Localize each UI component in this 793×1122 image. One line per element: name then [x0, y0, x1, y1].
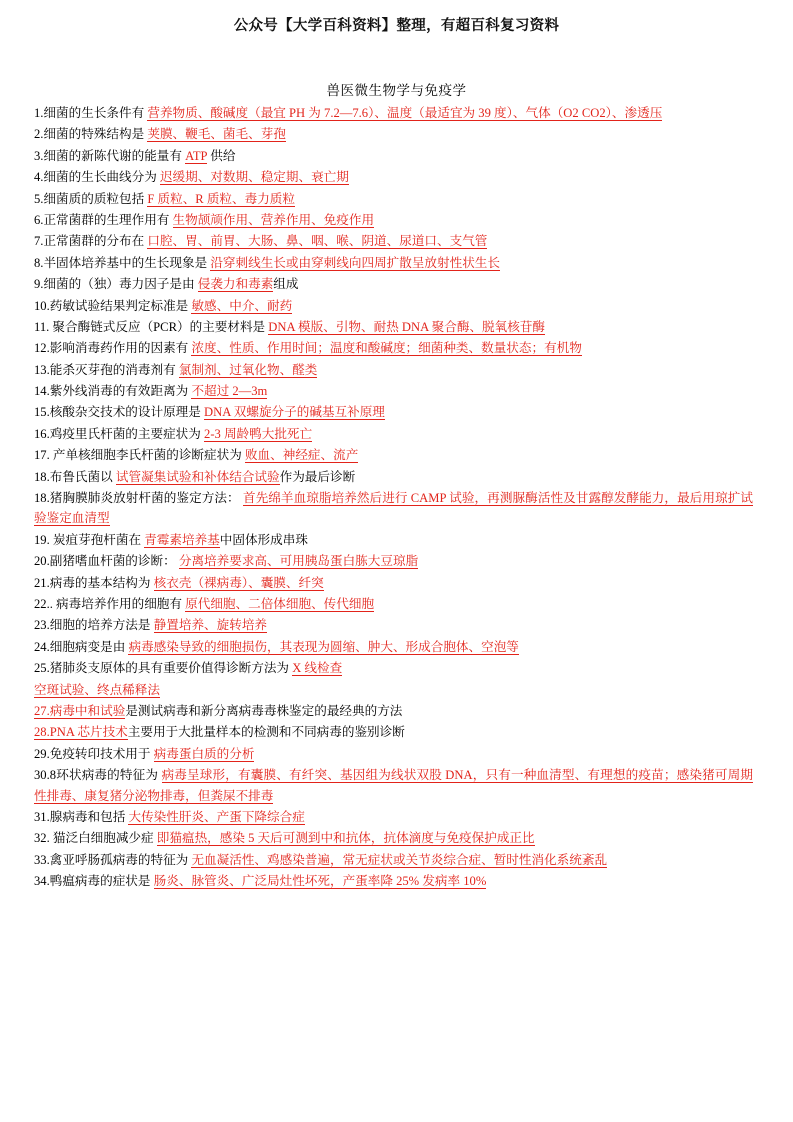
list-item [34, 530, 753, 550]
list-item [34, 722, 753, 742]
question-text: 32. 猫泛白细胞减少症 [34, 831, 154, 846]
question-text: 9.细菌的（独）毒力因子是由 [34, 277, 195, 292]
answer-text: ATP [185, 148, 208, 163]
answer-text: 青霉素培养基 [144, 532, 220, 547]
question-text: 17. 产单核细胞李氏杆菌的诊断症状为 [34, 448, 242, 463]
question-text: 29.免疫转印技术用于 [34, 746, 151, 761]
answer-text: 空斑试验、终点稀释法 [34, 682, 160, 697]
list-item [34, 381, 753, 401]
question-text: 23.细胞的培养方法是 [34, 618, 151, 633]
tail-text: 供给 [210, 148, 236, 163]
answer-text: 分离培养要求高、可用胰岛蛋白胨大豆琼脂 [178, 554, 419, 569]
tail-text: 是测试病毒和新分离病毒毒株鉴定的最经典的方法 [125, 703, 403, 718]
answer-text: 沿穿刺线生长或由穿刺线向四周扩散呈放射性状生长 [210, 255, 500, 270]
list-item [34, 615, 753, 635]
question-text: 2.细菌的特殊结构是 [34, 127, 145, 142]
answer-text: F 质粒、R 质粒、毒力质粒 [147, 191, 295, 206]
question-text: 19. 炭疽芽孢杆菌在 [34, 532, 142, 547]
answer-text: 浓度、性质、作用时间；温度和酸碱度；细菌种类、数量状态；有机物 [191, 341, 582, 356]
list-item [34, 551, 753, 571]
answer-text: 原代细胞、二倍体细胞、传代细胞 [185, 596, 375, 611]
list-item [34, 467, 753, 487]
list-item [34, 296, 753, 316]
list-item [34, 167, 753, 187]
list-item [34, 103, 753, 123]
question-text: 30.8环状病毒的特征为 [34, 768, 159, 783]
list-item [34, 658, 753, 678]
list-item [34, 871, 753, 891]
list-item [34, 146, 753, 166]
list-item [34, 424, 753, 444]
list-item [34, 701, 753, 721]
answer-text: 败血、神经症、流产 [244, 448, 359, 463]
answer-text: 病毒感染导致的细胞损伤，其表现为圆缩、肿大、形成合胞体、空泡等 [128, 639, 519, 654]
list-item [34, 445, 753, 465]
list-item [34, 253, 753, 273]
answer-text: 荚膜、鞭毛、菌毛、芽孢 [147, 127, 286, 142]
answer-text: 肠炎、脉管炎、广泛局灶性坏死，产蛋率降 25% 发病率 10% [153, 874, 487, 889]
answer-text: 氯制剂、过氧化物、醛类 [178, 362, 318, 377]
answer-text: 病毒呈球形，有囊膜、有纤突、基因组为线状双股 DNA，只有一种血清型、有理想的疫苗；感染猪可周期性排毒、康复猪分泌物排毒，但粪屎不排毒 [34, 768, 753, 803]
answer-text: 静置培养、旋转培养 [153, 618, 267, 633]
question-text: 21.病毒的基本结构为 [34, 575, 151, 590]
list-item [34, 360, 753, 380]
page-title: 兽医微生物学与免疫学 [326, 83, 467, 98]
list-item [34, 744, 753, 764]
answer-text: DNA 双螺旋分子的碱基互补原理 [204, 405, 385, 420]
answer-text: 病毒蛋白质的分析 [153, 746, 255, 761]
question-text: 3.细菌的新陈代谢的能量有 [34, 148, 182, 163]
list-item [34, 317, 753, 337]
answer-text: 生物颉颃作用、营养作用、免疫作用 [172, 212, 375, 227]
list-item [34, 765, 753, 806]
question-text: 18.布鲁氏菌以 [34, 469, 113, 484]
question-text: 5.细菌质的质粒包括 [34, 191, 145, 206]
list-item [34, 124, 753, 144]
question-text: 20.副猪嗜血杆菌的诊断： [34, 554, 176, 569]
list-item [34, 189, 753, 209]
question-text: 14.紫外线消毒的有效距离为 [34, 384, 189, 399]
list-item [34, 594, 753, 614]
question-text: 7.正常菌群的分布在 [34, 234, 145, 249]
answer-text: 核衣壳（裸病毒）、囊膜、纤突 [153, 575, 324, 590]
list-item [34, 680, 753, 700]
question-text: 16.鸡疫里氏杆菌的主要症状为 [34, 426, 201, 441]
list-item [34, 828, 753, 848]
list-item [34, 402, 753, 422]
question-text: 1.细菌的生长条件有 [34, 106, 145, 120]
list-item [34, 807, 753, 827]
tail-text: 主要用于大批量样本的检测和不同病毒的鉴别诊断 [127, 725, 405, 740]
tail-text: 组成 [273, 277, 299, 292]
list-item [34, 231, 753, 251]
answer-text: DNA 模版、引物、耐热 DNA 聚合酶、脱氧核苷酶 [268, 319, 546, 334]
answer-text: 即猫瘟热，感染 5 天后可测到中和抗体，抗体滴度与免疫保护成正比 [156, 831, 535, 846]
question-text: 4.细菌的生长曲线分为 [34, 170, 157, 185]
question-text: 34.鸭瘟病毒的症状是 [34, 874, 151, 889]
tail-text: 中固体形成串珠 [219, 532, 308, 547]
list-item [34, 274, 753, 294]
list-item [34, 637, 753, 657]
question-list [34, 103, 759, 891]
question-text: 18.猪胸膜肺炎放射杆菌的鉴定方法： [34, 491, 240, 506]
list-item [34, 210, 753, 230]
answer-text: 2-3 周龄鸭大批死亡 [204, 426, 313, 441]
watermark-header: 公众号【大学百科资料】整理，有超百科复习资料 [233, 18, 560, 34]
list-item [34, 338, 753, 358]
list-item [34, 573, 753, 593]
answer-text: X 线检查 [292, 661, 343, 676]
answer-text: 大传染性肝炎、产蛋下降综合症 [128, 809, 305, 824]
answer-text: 侵袭力和毒素 [197, 277, 274, 292]
question-text: 25.猪肺炎支原体的具有重要价值得诊断方法为 [34, 661, 290, 676]
question-text: 22.. 病毒培养作用的细胞有 [34, 596, 182, 611]
question-text: 33.禽亚呼肠孤病毒的特征为 [34, 852, 189, 867]
answer-text: 28.PNA 芯片技术 [34, 725, 128, 740]
answer-text: 营养物质、酸碱度（最宜 PH 为 7.2—7.6）、温度（最适宜为 39 度）、气体（O2 CO2）、渗透压 [147, 106, 663, 120]
question-text: 8.半固体培养基中的生长现象是 [34, 255, 208, 270]
question-text: 24.细胞病变是由 [34, 639, 126, 654]
answer-text: 27.病毒中和试验 [34, 703, 126, 718]
question-text: 15.核酸杂交技术的设计原理是 [34, 405, 201, 420]
list-item [34, 850, 753, 870]
answer-text: 敏感、中介、耐药 [191, 298, 293, 313]
answer-text: 迟缓期、对数期、稳定期、衰亡期 [159, 170, 349, 185]
answer-text: 无血凝活性、鸡感染普遍，常无症状或关节炎综合症、暂时性消化系统紊乱 [191, 852, 608, 867]
question-text: 6.正常菌群的生理作用有 [34, 212, 170, 227]
question-text: 13.能杀灭芽孢的消毒剂有 [34, 362, 176, 377]
list-item [34, 488, 753, 529]
question-text: 31.腺病毒和包括 [34, 809, 126, 824]
answer-text: 不超过 2—3m [191, 384, 268, 399]
tail-text: 作为最后诊断 [279, 469, 356, 484]
answer-text: 首先绵羊血琼脂培养然后进行 CAMP 试验，再测脲酶活性及甘露醇发酵能力，最后用琼扩试验鉴定血清型 [34, 491, 753, 526]
answer-text: 口腔、胃、前胃、大肠、鼻、咽、喉、阴道、尿道口、支气管 [147, 234, 488, 249]
question-text: 10.药敏试验结果判定标准是 [34, 298, 189, 313]
answer-text: 试管凝集试验和补体结合试验 [115, 469, 280, 484]
question-text: 11. 聚合酶链式反应（PCR）的主要材料是 [34, 319, 266, 334]
question-text: 12.影响消毒药作用的因素有 [34, 341, 189, 356]
